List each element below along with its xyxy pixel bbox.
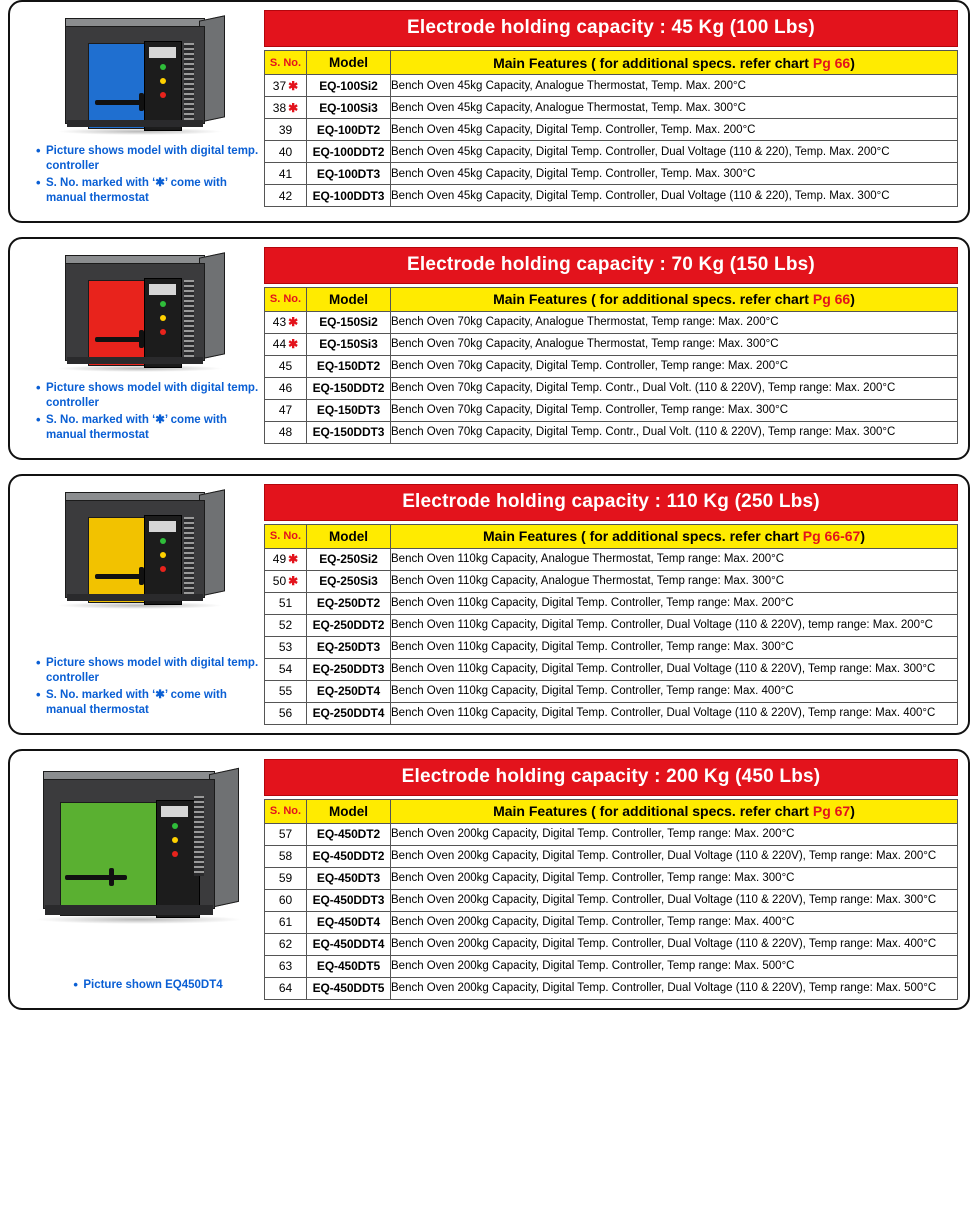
cell-features: Bench Oven 45kg Capacity, Digital Temp. Controller, Temp. Max. 300°C bbox=[391, 163, 958, 185]
image-note: • Picture shows model with digital temp. controller bbox=[36, 381, 260, 410]
cell-sno bbox=[265, 889, 307, 911]
bench-oven-70kg bbox=[47, 253, 233, 377]
table-row bbox=[265, 119, 958, 141]
sno-value: 61 bbox=[278, 915, 293, 930]
sno-value: 44 bbox=[272, 337, 287, 352]
cell-model: EQ-450DT2 bbox=[307, 823, 391, 845]
capacity-title: Electrode holding capacity : 110 Kg (250 Lbs) bbox=[264, 484, 958, 521]
column-header-sno: S. No. bbox=[265, 799, 307, 823]
cell-features: Bench Oven 200kg Capacity, Digital Temp. Controller, Dual Voltage (110 & 220V), Temp range: Max. 400°C bbox=[391, 933, 958, 955]
cell-sno bbox=[265, 823, 307, 845]
cell-sno bbox=[265, 185, 307, 207]
bench-oven-110kg bbox=[47, 490, 233, 614]
cell-sno bbox=[265, 614, 307, 636]
cell-model: EQ-150DT3 bbox=[307, 399, 391, 421]
oven-base bbox=[67, 120, 203, 127]
cell-model: EQ-100DDT3 bbox=[307, 185, 391, 207]
indicator-light-3 bbox=[172, 851, 178, 857]
table-row bbox=[265, 702, 958, 724]
cell-model: EQ-250DT4 bbox=[307, 680, 391, 702]
cell-sno bbox=[265, 702, 307, 724]
cell-sno bbox=[265, 163, 307, 185]
column-header-model: Model bbox=[307, 51, 391, 75]
oven-shadow bbox=[57, 602, 223, 609]
features-page-ref: Pg 66-67 bbox=[802, 528, 861, 545]
table-row bbox=[265, 185, 958, 207]
oven-door bbox=[60, 802, 158, 916]
manual-thermostat-marker: ✱ bbox=[288, 337, 299, 352]
product-image bbox=[33, 765, 247, 933]
cell-sno bbox=[265, 421, 307, 443]
image-note: • Picture shows model with digital temp. controller bbox=[36, 656, 260, 685]
cell-model: EQ-150DT2 bbox=[307, 355, 391, 377]
sno-value: 56 bbox=[278, 706, 293, 721]
sno-value: 47 bbox=[278, 403, 293, 418]
oven-vents bbox=[184, 517, 194, 597]
sno-value: 58 bbox=[278, 849, 293, 864]
cell-sno bbox=[265, 355, 307, 377]
manual-thermostat-marker: ✱ bbox=[288, 78, 299, 93]
cell-features: Bench Oven 45kg Capacity, Digital Temp. Controller, Dual Voltage (110 & 220), Temp. Max. 300°C bbox=[391, 185, 958, 207]
column-header-sno: S. No. bbox=[265, 524, 307, 548]
table-row bbox=[265, 955, 958, 977]
column-header-sno: S. No. bbox=[265, 287, 307, 311]
capacity-panel-110kg bbox=[8, 474, 970, 735]
capacity-title: Electrode holding capacity : 45 Kg (100 Lbs) bbox=[264, 10, 958, 47]
cell-sno bbox=[265, 333, 307, 355]
cell-model: EQ-100DT3 bbox=[307, 163, 391, 185]
cell-model: EQ-150Si3 bbox=[307, 333, 391, 355]
oven-base bbox=[67, 594, 203, 601]
cell-model: EQ-250Si2 bbox=[307, 548, 391, 570]
table-row bbox=[265, 311, 958, 333]
cell-sno bbox=[265, 97, 307, 119]
column-header-sno: S. No. bbox=[265, 51, 307, 75]
column-header-model: Model bbox=[307, 287, 391, 311]
image-notes bbox=[57, 978, 222, 1000]
cell-features: Bench Oven 110kg Capacity, Analogue Thermostat, Temp range: Max. 300°C bbox=[391, 570, 958, 592]
spec-column bbox=[260, 247, 958, 450]
image-note: • S. No. marked with ‘✱’ come with manual thermostat bbox=[36, 688, 260, 717]
oven-base bbox=[67, 357, 203, 364]
sno-value: 45 bbox=[278, 359, 293, 374]
oven-body bbox=[43, 779, 215, 909]
indicator-light-2 bbox=[160, 78, 166, 84]
table-row bbox=[265, 658, 958, 680]
cell-features: Bench Oven 200kg Capacity, Digital Temp. Controller, Temp range: Max. 200°C bbox=[391, 823, 958, 845]
manual-thermostat-marker: ✱ bbox=[288, 100, 299, 115]
capacity-panel-45kg bbox=[8, 0, 970, 223]
product-image bbox=[47, 490, 233, 614]
cell-features: Bench Oven 110kg Capacity, Digital Temp. Controller, Dual Voltage (110 & 220V), Temp range: Max. 300°C bbox=[391, 658, 958, 680]
cell-features: Bench Oven 200kg Capacity, Digital Temp. Controller, Dual Voltage (110 & 220V), Temp range: Max. 200°C bbox=[391, 845, 958, 867]
cell-sno bbox=[265, 119, 307, 141]
oven-control-panel bbox=[144, 41, 182, 131]
oven-vents bbox=[184, 43, 194, 123]
cell-model: EQ-450DT3 bbox=[307, 867, 391, 889]
cell-features: Bench Oven 45kg Capacity, Analogue Thermostat, Temp. Max. 200°C bbox=[391, 75, 958, 97]
oven-control-panel bbox=[144, 278, 182, 368]
cell-model: EQ-100Si3 bbox=[307, 97, 391, 119]
cell-features: Bench Oven 110kg Capacity, Analogue Thermostat, Temp range: Max. 200°C bbox=[391, 548, 958, 570]
indicator-light-2 bbox=[172, 837, 178, 843]
cell-model: EQ-450DDT3 bbox=[307, 889, 391, 911]
cell-model: EQ-450DDT4 bbox=[307, 933, 391, 955]
oven-body bbox=[65, 26, 205, 124]
sno-value: 48 bbox=[278, 425, 293, 440]
oven-base bbox=[45, 905, 213, 915]
cell-model: EQ-450DT5 bbox=[307, 955, 391, 977]
manual-thermostat-marker: ✱ bbox=[288, 315, 299, 330]
cell-model: EQ-150DDT3 bbox=[307, 421, 391, 443]
image-notes bbox=[20, 144, 260, 213]
cell-sno bbox=[265, 955, 307, 977]
table-row bbox=[265, 933, 958, 955]
column-header-features bbox=[391, 287, 958, 311]
spec-table bbox=[264, 799, 958, 1000]
indicator-light-1 bbox=[172, 823, 178, 829]
table-row bbox=[265, 163, 958, 185]
table-row bbox=[265, 680, 958, 702]
cell-features: Bench Oven 110kg Capacity, Digital Temp. Controller, Dual Voltage (110 & 220V), temp range: Max. 200°C bbox=[391, 614, 958, 636]
oven-body bbox=[65, 500, 205, 598]
oven-display bbox=[149, 47, 176, 58]
product-image bbox=[47, 16, 233, 140]
oven-door-handle bbox=[65, 875, 127, 880]
features-text-pre: Main Features ( for additional specs. refer chart bbox=[482, 528, 803, 545]
oven-display bbox=[161, 806, 188, 817]
indicator-light-3 bbox=[160, 92, 166, 98]
image-note: • S. No. marked with ‘✱’ come with manual thermostat bbox=[36, 176, 260, 205]
cell-features: Bench Oven 70kg Capacity, Analogue Thermostat, Temp range: Max. 300°C bbox=[391, 333, 958, 355]
cell-model: EQ-100DDT2 bbox=[307, 141, 391, 163]
manual-thermostat-marker: ✱ bbox=[288, 552, 299, 567]
cell-model: EQ-250Si3 bbox=[307, 570, 391, 592]
indicator-light-1 bbox=[160, 301, 166, 307]
table-row bbox=[265, 355, 958, 377]
sno-value: 59 bbox=[278, 871, 293, 886]
table-row bbox=[265, 570, 958, 592]
sno-value: 52 bbox=[278, 618, 293, 633]
sno-value: 51 bbox=[278, 596, 293, 611]
cell-features: Bench Oven 200kg Capacity, Digital Temp. Controller, Dual Voltage (110 & 220V), Temp range: Max. 300°C bbox=[391, 889, 958, 911]
sno-value: 42 bbox=[278, 188, 293, 203]
features-text-post: ) bbox=[850, 803, 855, 820]
cell-features: Bench Oven 110kg Capacity, Digital Temp. Controller, Temp range: Max. 300°C bbox=[391, 636, 958, 658]
cell-sno bbox=[265, 141, 307, 163]
cell-features: Bench Oven 200kg Capacity, Digital Temp. Controller, Temp range: Max. 500°C bbox=[391, 955, 958, 977]
sno-value: 49 bbox=[272, 552, 287, 567]
cell-sno bbox=[265, 658, 307, 680]
oven-door-handle bbox=[95, 574, 145, 579]
features-text-pre: Main Features ( for additional specs. refer chart bbox=[493, 803, 813, 820]
indicator-light-2 bbox=[160, 552, 166, 558]
cell-features: Bench Oven 70kg Capacity, Digital Temp. Controller, Temp range: Max. 300°C bbox=[391, 399, 958, 421]
sno-value: 53 bbox=[278, 640, 293, 655]
capacity-panel-200kg bbox=[8, 749, 970, 1010]
indicator-light-1 bbox=[160, 538, 166, 544]
oven-body bbox=[65, 263, 205, 361]
oven-control-panel bbox=[144, 515, 182, 605]
cell-sno bbox=[265, 911, 307, 933]
cell-features: Bench Oven 200kg Capacity, Digital Temp. Controller, Temp range: Max. 400°C bbox=[391, 911, 958, 933]
features-page-ref: Pg 67 bbox=[812, 803, 851, 820]
features-text-post: ) bbox=[860, 528, 866, 545]
manual-thermostat-marker: ✱ bbox=[288, 574, 299, 589]
table-row bbox=[265, 97, 958, 119]
indicator-light-1 bbox=[160, 64, 166, 70]
table-row bbox=[265, 548, 958, 570]
cell-sno bbox=[265, 399, 307, 421]
table-row bbox=[265, 377, 958, 399]
sno-value: 43 bbox=[272, 315, 287, 330]
indicator-light-3 bbox=[160, 329, 166, 335]
table-row bbox=[265, 141, 958, 163]
sno-value: 50 bbox=[272, 574, 287, 589]
cell-features: Bench Oven 110kg Capacity, Digital Temp. Controller, Dual Voltage (110 & 220V), Temp range: Max. 400°C bbox=[391, 702, 958, 724]
column-header-model: Model bbox=[307, 799, 391, 823]
sno-value: 62 bbox=[278, 937, 293, 952]
cell-features: Bench Oven 70kg Capacity, Digital Temp. Contr., Dual Volt. (110 & 220V), Temp range: Max. 300°C bbox=[391, 421, 958, 443]
image-note: • S. No. marked with ‘✱’ come with manual thermostat bbox=[36, 413, 260, 442]
table-row bbox=[265, 845, 958, 867]
features-text-pre: Main Features ( for additional specs. refer chart bbox=[493, 54, 813, 71]
oven-shadow bbox=[57, 128, 223, 135]
cell-model: EQ-100Si2 bbox=[307, 75, 391, 97]
table-row bbox=[265, 421, 958, 443]
cell-model: EQ-250DT3 bbox=[307, 636, 391, 658]
oven-door-handle bbox=[95, 337, 145, 342]
spec-table bbox=[264, 50, 958, 207]
spec-column bbox=[260, 10, 958, 213]
column-header-features bbox=[391, 524, 958, 548]
cell-sno bbox=[265, 377, 307, 399]
cell-sno bbox=[265, 311, 307, 333]
image-notes bbox=[20, 656, 260, 725]
sno-value: 40 bbox=[278, 144, 293, 159]
cell-features: Bench Oven 45kg Capacity, Digital Temp. Controller, Temp. Max. 200°C bbox=[391, 119, 958, 141]
cell-sno bbox=[265, 570, 307, 592]
product-image-column bbox=[20, 10, 260, 213]
cell-model: EQ-100DT2 bbox=[307, 119, 391, 141]
cell-model: EQ-450DDT2 bbox=[307, 845, 391, 867]
product-image-column bbox=[20, 484, 260, 725]
cell-model: EQ-250DDT2 bbox=[307, 614, 391, 636]
oven-shadow bbox=[35, 915, 243, 924]
oven-door-handle bbox=[95, 100, 145, 105]
cell-model: EQ-250DDT3 bbox=[307, 658, 391, 680]
table-row bbox=[265, 592, 958, 614]
cell-features: Bench Oven 110kg Capacity, Digital Temp. Controller, Temp range: Max. 400°C bbox=[391, 680, 958, 702]
oven-vents bbox=[194, 796, 204, 876]
cell-sno bbox=[265, 867, 307, 889]
cell-sno bbox=[265, 845, 307, 867]
oven-display bbox=[149, 284, 176, 295]
cell-features: Bench Oven 200kg Capacity, Digital Temp. Controller, Dual Voltage (110 & 220V), Temp range: Max. 500°C bbox=[391, 977, 958, 999]
sno-value: 64 bbox=[278, 981, 293, 996]
cell-sno bbox=[265, 548, 307, 570]
sno-value: 57 bbox=[278, 827, 293, 842]
bench-oven-200kg bbox=[33, 765, 247, 933]
table-row bbox=[265, 911, 958, 933]
capacity-title: Electrode holding capacity : 70 Kg (150 Lbs) bbox=[264, 247, 958, 284]
table-row bbox=[265, 823, 958, 845]
product-image-column bbox=[20, 247, 260, 450]
table-row bbox=[265, 333, 958, 355]
indicator-light-3 bbox=[160, 566, 166, 572]
cell-model: EQ-450DDT5 bbox=[307, 977, 391, 999]
features-text-post: ) bbox=[850, 54, 855, 71]
table-row bbox=[265, 889, 958, 911]
table-row bbox=[265, 977, 958, 999]
cell-sno bbox=[265, 933, 307, 955]
column-header-model: Model bbox=[307, 524, 391, 548]
sno-value: 38 bbox=[272, 100, 287, 115]
product-image bbox=[47, 253, 233, 377]
sno-value: 39 bbox=[278, 122, 293, 137]
cell-model: EQ-250DDT4 bbox=[307, 702, 391, 724]
sno-value: 41 bbox=[278, 166, 293, 181]
cell-model: EQ-150Si2 bbox=[307, 311, 391, 333]
cell-model: EQ-150DDT2 bbox=[307, 377, 391, 399]
oven-vents bbox=[184, 280, 194, 360]
column-header-features bbox=[391, 799, 958, 823]
bench-oven-45kg bbox=[47, 16, 233, 140]
spec-table bbox=[264, 287, 958, 444]
table-row bbox=[265, 614, 958, 636]
image-notes bbox=[20, 381, 260, 450]
capacity-title: Electrode holding capacity : 200 Kg (450 Lbs) bbox=[264, 759, 958, 796]
column-header-features bbox=[391, 51, 958, 75]
cell-sno bbox=[265, 592, 307, 614]
features-text-post: ) bbox=[850, 291, 855, 308]
cell-model: EQ-250DT2 bbox=[307, 592, 391, 614]
features-text-pre: Main Features ( for additional specs. refer chart bbox=[493, 291, 813, 308]
features-page-ref: Pg 66 bbox=[812, 54, 851, 71]
sno-value: 55 bbox=[278, 684, 293, 699]
cell-features: Bench Oven 70kg Capacity, Digital Temp. Controller, Temp range: Max. 200°C bbox=[391, 355, 958, 377]
cell-sno bbox=[265, 680, 307, 702]
sno-value: 37 bbox=[272, 78, 287, 93]
table-row bbox=[265, 75, 958, 97]
cell-sno bbox=[265, 636, 307, 658]
spec-column bbox=[260, 484, 958, 725]
cell-sno bbox=[265, 75, 307, 97]
sno-value: 54 bbox=[278, 662, 293, 677]
table-row bbox=[265, 867, 958, 889]
cell-features: Bench Oven 200kg Capacity, Digital Temp. Controller, Temp range: Max. 300°C bbox=[391, 867, 958, 889]
table-row bbox=[265, 399, 958, 421]
oven-shadow bbox=[57, 365, 223, 372]
capacity-panel-70kg bbox=[8, 237, 970, 460]
cell-sno bbox=[265, 977, 307, 999]
cell-features: Bench Oven 45kg Capacity, Digital Temp. Controller, Dual Voltage (110 & 220), Temp. Max. 200°C bbox=[391, 141, 958, 163]
cell-features: Bench Oven 70kg Capacity, Analogue Thermostat, Temp range: Max. 200°C bbox=[391, 311, 958, 333]
image-note: • Picture shown EQ450DT4 bbox=[73, 978, 222, 993]
image-note: • Picture shows model with digital temp. controller bbox=[36, 144, 260, 173]
cell-features: Bench Oven 110kg Capacity, Digital Temp. Controller, Temp range: Max. 200°C bbox=[391, 592, 958, 614]
oven-display bbox=[149, 521, 176, 532]
spec-column bbox=[260, 759, 958, 1000]
sno-value: 60 bbox=[278, 893, 293, 908]
cell-model: EQ-450DT4 bbox=[307, 911, 391, 933]
sno-value: 46 bbox=[278, 381, 293, 396]
spec-table bbox=[264, 524, 958, 725]
features-page-ref: Pg 66 bbox=[812, 291, 851, 308]
cell-features: Bench Oven 45kg Capacity, Analogue Thermostat, Temp. Max. 300°C bbox=[391, 97, 958, 119]
product-image-column bbox=[20, 759, 260, 1000]
table-row bbox=[265, 636, 958, 658]
cell-features: Bench Oven 70kg Capacity, Digital Temp. Contr., Dual Volt. (110 & 220V), Temp range: Max. 200°C bbox=[391, 377, 958, 399]
indicator-light-2 bbox=[160, 315, 166, 321]
sno-value: 63 bbox=[278, 959, 293, 974]
